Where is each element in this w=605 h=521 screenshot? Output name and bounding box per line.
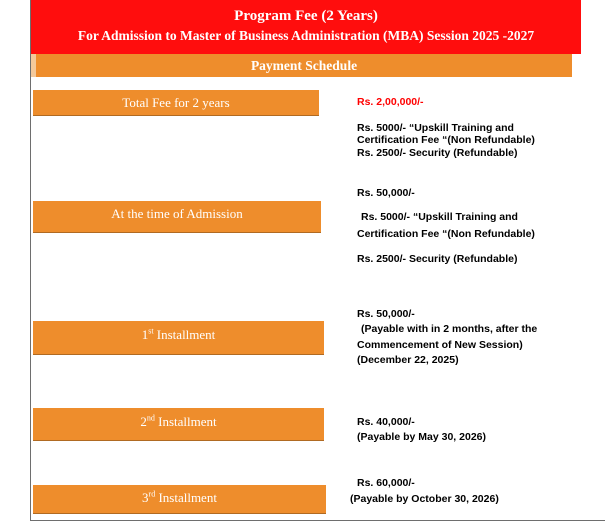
admission-amount: Rs. 50,000/-: [357, 187, 415, 199]
installment-1-suffix: st: [148, 326, 154, 336]
installment-1-word: Installment: [153, 327, 216, 342]
payment-schedule-banner: Payment Schedule: [36, 54, 572, 77]
installment-2-suffix: nd: [146, 413, 155, 423]
installment-1-note1: (Payable with in 2 months, after the: [361, 323, 538, 335]
program-fee-header: [31, 0, 581, 54]
installment-2-word: Installment: [154, 414, 217, 429]
header-title: Program Fee (2 Years): [234, 8, 378, 24]
admission-upskill-line1: Rs. 5000/- “Upskill Training and: [361, 211, 518, 223]
admission-label: At the time of Admission: [33, 201, 321, 232]
installment-2-number: 2: [140, 414, 147, 429]
installment-2-note: (Payable by May 30, 2026): [357, 431, 486, 443]
installment-3-label: [33, 485, 326, 513]
installment-3-word: Installment: [155, 490, 217, 505]
installment-3-amount: Rs. 60,000/-: [357, 477, 415, 489]
installment-2-label: [33, 408, 324, 440]
installment-2-amount: Rs. 40,000/-: [357, 416, 415, 428]
admission-security: Rs. 2500/- Security (Refundable): [357, 253, 518, 265]
installment-3-suffix: rd: [148, 489, 156, 499]
header-subtitle: For Admission to Master of Business Administration (MBA) Session 2025 -2027: [77, 28, 535, 43]
installment-1-label: [33, 321, 324, 354]
left-border-line: [30, 0, 31, 521]
total-fee-amount: Rs. 2,00,000/-: [357, 96, 424, 108]
installment-3-note: (Payable by October 30, 2026): [350, 493, 499, 505]
total-upskill-line2: Certification Fee “(Non Refundable): [357, 134, 535, 146]
total-security: Rs. 2500/- Security (Refundable): [357, 147, 518, 159]
total-fee-label: Total Fee for 2 years: [33, 90, 319, 115]
installment-1-note2: Commencement of New Session): [357, 339, 523, 351]
installment-1-number: 1: [141, 327, 149, 342]
total-upskill-line1: Rs. 5000/- “Upskill Training and: [357, 122, 514, 134]
admission-upskill-line2: Certification Fee “(Non Refundable): [357, 228, 535, 240]
installment-3-number: 3: [142, 490, 149, 505]
installment-1-amount: Rs. 50,000/-: [357, 308, 415, 320]
installment-1-date: (December 22, 2025): [357, 354, 459, 366]
